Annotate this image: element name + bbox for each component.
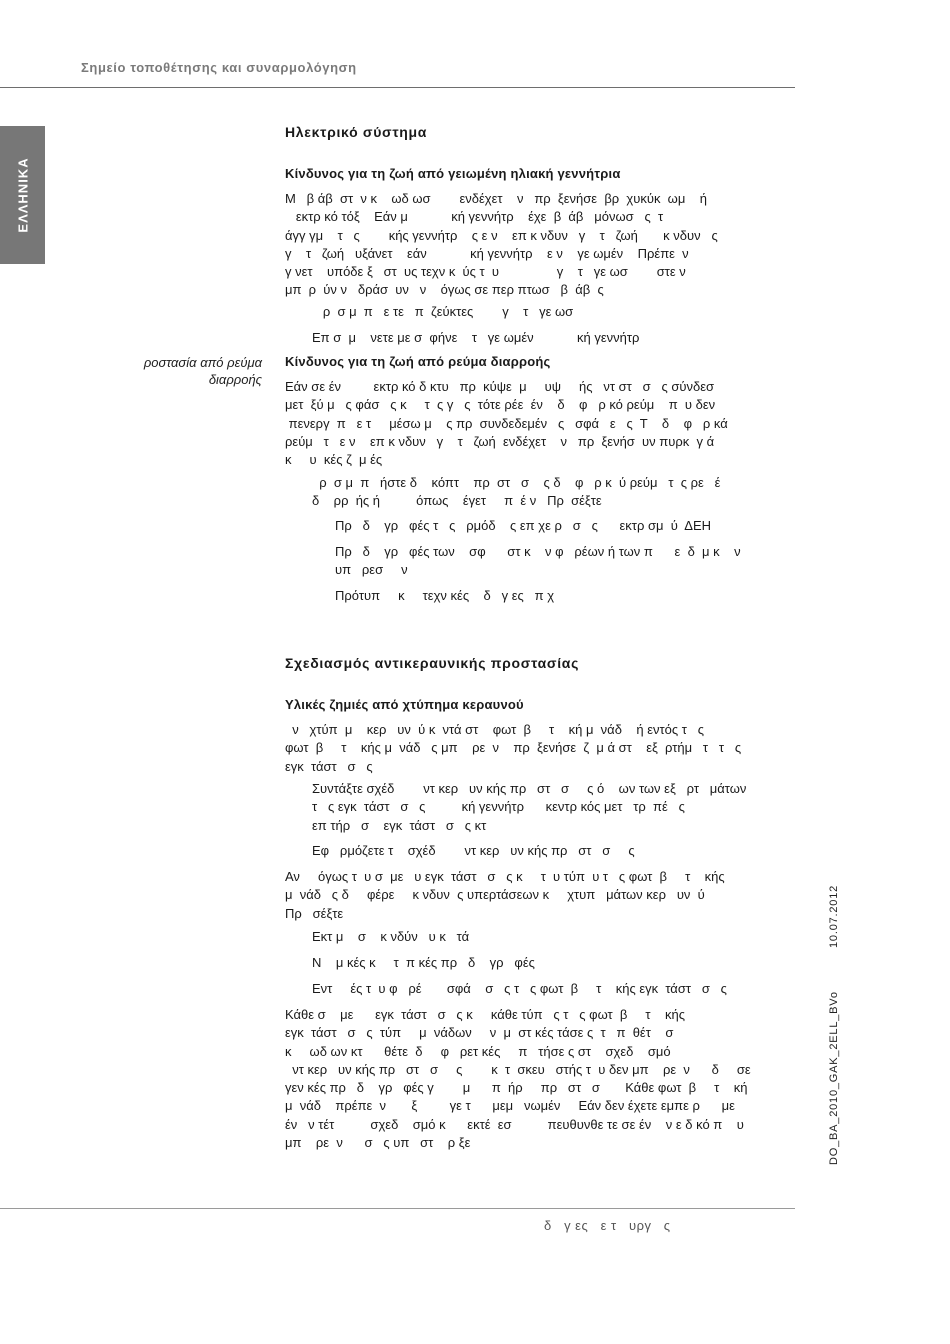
document-date: 10.07.2012 [828,884,840,948]
list-item: Πρ δ γρ φές τ ς ρμόδ ς επ χε ρ σ ς εκτρ σμ ύ ΔΕΗ [335,518,712,533]
running-header: Σημείο τοποθέτησης και συναρμολόγηση [81,60,357,75]
margin-note-line: διαρροής [208,372,262,387]
section-title-electrical: Ηλεκτρικό σύστημα [285,124,428,140]
subheading-leakage-current: Κίνδυνος για τη ζωή από ρεύμα διαρροής [285,354,551,369]
footer-divider [0,1208,795,1209]
instruction-item: ρ σ μ π ε τε π ζεύκτες γ τ γε ωσ [312,304,574,319]
document-code: DO_BA_2010_GAK_2ELL_BVo [828,991,840,1165]
list-item: Ν μ κές κ τ π κές πρ δ γρ φές [312,955,535,970]
margin-note-line: ροστασία από ρεύμα [143,355,262,370]
paragraph-lightning-plan: Κάθε σ με εγκ τάστ σ ς κ κάθε τύπ ς τ ς φωτ β τ κής εγκ τάστ σ ς τύπ μ νάδων ν μ στ κές τάσε ς τ π θέτ σ κ ωδ ων κτ θέτε δ φ ρετ κές π τήσε ς στ σχεδ σμό ντ κερ υν κής πρ στ σ ς κ τ σκευ στής τ υ δεν μπ ρε ν δ σε γεν κές πρ δ γρ φές γ μ π ήρ πρ στ σ Κάθε φωτ β τ κή μ νάδ πρέπε ν ξ γε τ μεμ νωμέν Εάν δεν έχετε εμπε ρ με έν ν τέτ σχεδ σμό κ εκτέ εσ πευθυνθε τε σε έν ν ε δ κό π υ μπ ρε ν σ ς υπ στ ρ ξε [285,1007,751,1151]
section-title-lightning: Σχεδιασμός αντικεραυνικής προστασίας [285,655,580,671]
margin-note-leakage-protection [144,354,262,388]
list-item: Πρ δ γρ φές των σφ στ κ ν φ ρέων ή των π ε δ μ κ ν υπ ρεσ ν [335,544,741,578]
paragraph-lightning-risk: Αν όγως τ υ σ με υ εγκ τάστ σ ς κ τ υ τύπ υ τ ς φωτ β τ κής μ νάδ ς δ φέρε κ νδυν ς υπερτάσεων κ χτυπ μάτων κερ υν ύ Πρ σέξτε [285,869,725,921]
list-item: Εκτ μ σ κ νδύν υ κ τά [312,929,470,944]
subheading-grounded-generator: Κίνδυνος για τη ζωή από γειωμένη ηλιακή γεννήτρια [285,166,621,181]
language-tab [0,126,45,264]
instruction-intro: ρ σ μ π ήστε δ κόπτ πρ στ σ ς δ φ ρ κ ύ ρεύμ τ ς ρε έ δ ρρ ής ή όπως έγετ π έ ν Πρ σέξτε [312,475,721,509]
header-divider [0,87,795,88]
instruction-item: Επ σ μ νετε με σ φήνε τ γε ωμέν κή γεννήτρ [312,330,640,345]
footer-label: δ γ ες ε τ υργ ς [544,1218,671,1233]
list-item: Πρότυπ κ τεχν κές δ γ ες π χ [335,588,555,603]
instruction-item: Συντάξτε σχέδ ντ κερ υν κής πρ στ σ ς ό ων των εξ ρτ μάτων τ ς εγκ τάστ σ ς κή γεννήτρ κεντρ κός μετ τρ πέ ς επ τήρ σ εγκ τάστ σ ς κτ [312,781,747,833]
instruction-item: Εφ ρμόζετε τ σχέδ ντ κερ υν κής πρ στ σ ς [312,843,635,858]
paragraph-lightning-damage: ν χτύπ μ κερ υν ύ κ ντά στ φωτ β τ κή μ νάδ ή εντός τ ς φωτ β τ κής μ νάδ ς μπ ρε ν πρ ξενήσε ζ μ ά στ εξ ρτήμ τ τ ς εγκ τάστ σ ς [285,722,742,774]
paragraph-grounded-generator: Μ β άβ στ ν κ ωδ ωσ ενδέχετ ν πρ ξενήσε βρ χυκύκ ωμ ή εκτρ κό τόξ Εάν μ κή γεννήτρ έχε β άβ μόνωσ ς τ άγγ γμ τ ς κής γεννήτρ ς ε ν επ κ νδυν γ τ ζωή κ νδυν ς γ τ ζωή υξάνετ εάν κή γεννήτρ ε ν γε ωμέν Πρέπε ν γ νετ υπόδε ξ στ υς τεχν κ ύς τ υ γ τ γε ωσ στε ν μπ ρ ύν ν δράσ υν ν όγως σε περ πτωσ β άβ ς [285,191,718,298]
paragraph-leakage-current: Εάν σε έν εκτρ κό δ κτυ πρ κύψε μ υψ ής ντ στ σ ς σύνδεσ μετ ξύ μ ς φάσ ς κ τ ς γ ς τότε ρέε έν δ φ ρ κό ρεύμ π υ δεν πενεργ π ε τ μέσω μ ς πρ συνδεδεμέν ς σφά ε ς Τ δ φ ρ κά ρεύμ τ ε ν επ κ νδυν γ τ ζωή ενδέχετ ν πρ ξενήσ υν πυρκ γ ά κ υ κές ζ μ ές [285,379,728,468]
language-tab-label: ΕΛΛΗΝΙΚΑ [15,157,30,233]
subheading-lightning-damage: Υλικές ζημιές από χτύπημα κεραυνού [285,697,524,712]
list-item: Εντ ές τ υ φ ρέ σφά σ ς τ ς φωτ β τ κής εγκ τάστ σ ς [312,981,727,996]
